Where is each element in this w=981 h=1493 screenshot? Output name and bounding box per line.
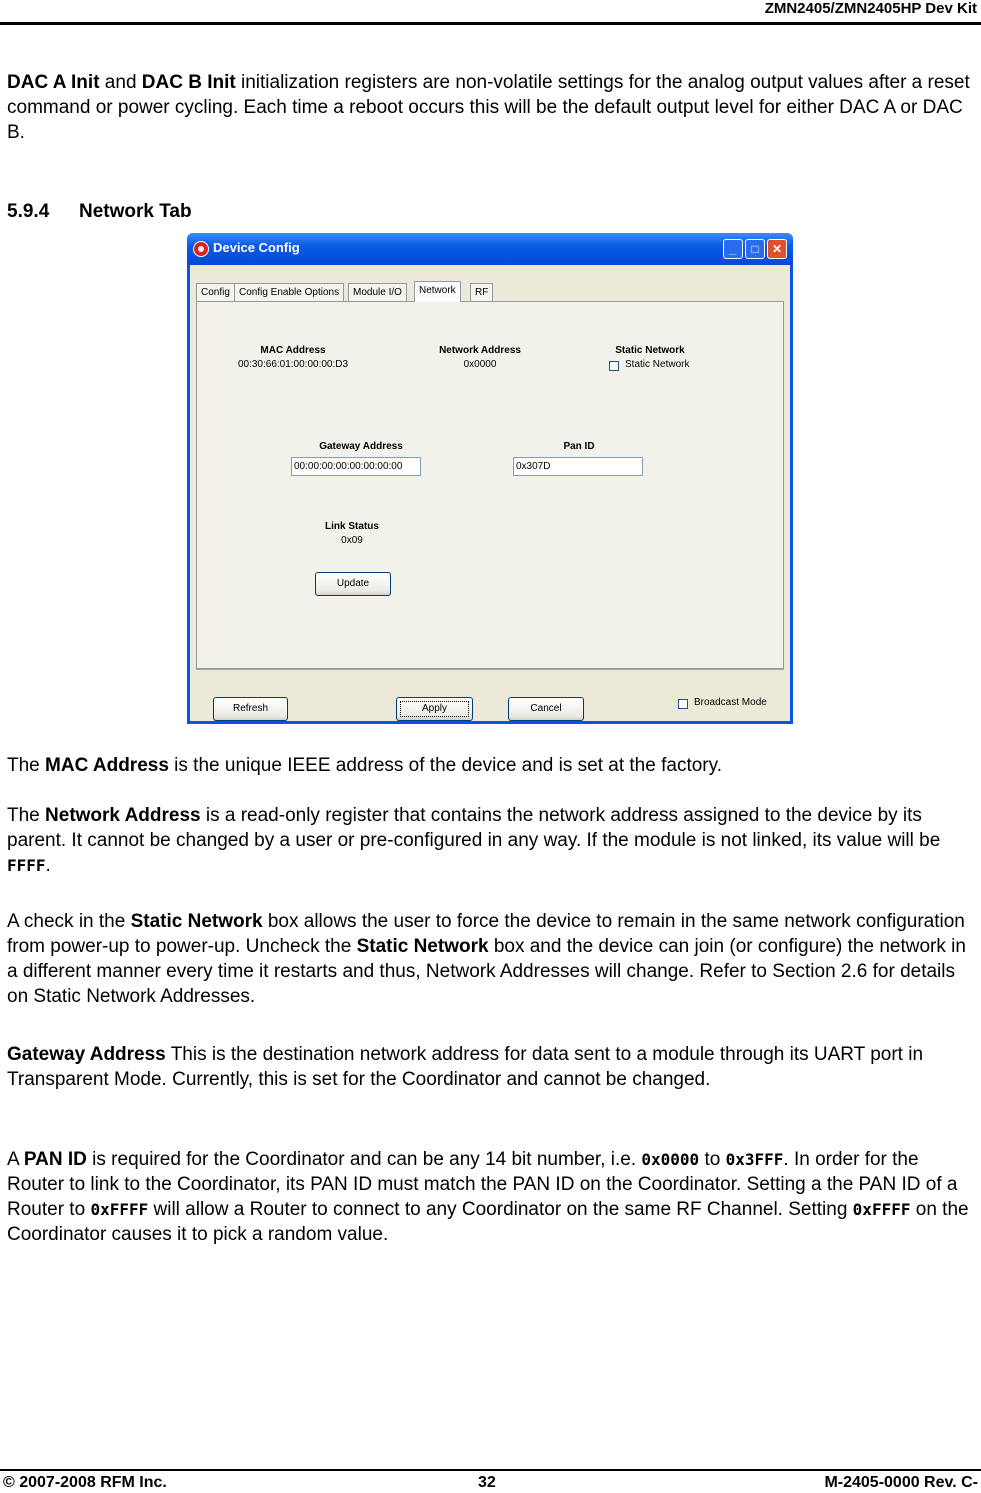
intro-text: initialization registers are non-volatile settings for the analog output values after a reset command or power cycling. Each time a reboot occurs this will be the default output level for either DAC A or DAC B. bbox=[7, 72, 970, 143]
header-title: ZMN2405/ZMN2405HP Dev Kit bbox=[764, 0, 977, 17]
dialog-title: Device Config bbox=[213, 240, 300, 255]
pan-id-term: PAN ID bbox=[23, 1149, 87, 1170]
tab-network[interactable]: Network bbox=[414, 281, 461, 302]
cancel-button[interactable]: Cancel bbox=[508, 697, 584, 721]
pan-text-1: is required for the Coordinator and can be any 14 bit number, i.e. bbox=[86, 1149, 642, 1170]
footer-doc-id: M-2405-0000 Rev. C- bbox=[824, 1474, 978, 1491]
tab-rf[interactable]: RF bbox=[470, 283, 493, 301]
section-heading bbox=[7, 201, 192, 223]
page-header bbox=[0, 0, 981, 26]
code-0xffff: 0xFFFF bbox=[90, 1200, 149, 1219]
maximize-button[interactable]: □ bbox=[745, 239, 765, 259]
dialog-titlebar[interactable] bbox=[187, 233, 793, 265]
static-network-term: Static Network bbox=[130, 911, 263, 932]
close-button[interactable]: ✕ bbox=[767, 239, 787, 259]
link-status-value: 0x09 bbox=[341, 535, 363, 546]
text-a: A check in the bbox=[7, 911, 131, 932]
footer-separator bbox=[196, 669, 784, 670]
intro-and: and bbox=[99, 72, 142, 93]
link-status-label: Link Status bbox=[325, 521, 379, 532]
dialog-client bbox=[190, 265, 790, 721]
footer-rule bbox=[0, 1469, 981, 1471]
tab-config-enable-options[interactable]: Config Enable Options bbox=[234, 283, 344, 301]
gateway-paragraph bbox=[7, 1042, 975, 1092]
code-0x3fff: 0x3FFF bbox=[725, 1150, 784, 1169]
gateway-address-label: Gateway Address bbox=[319, 441, 403, 452]
text-the: The bbox=[7, 755, 46, 776]
pan-text-2: . In order for the Router to link to the Coordinator, its PAN ID must match the PAN ID on the Coordinator. Setting a the PAN ID of a Router to bbox=[7, 1149, 958, 1220]
pan-text-4: on the Coordinator causes it to pick a random value. bbox=[7, 1199, 969, 1245]
dac-a-term: DAC A Init bbox=[7, 72, 100, 93]
network-address-paragraph bbox=[7, 803, 975, 878]
refresh-button[interactable]: Refresh bbox=[213, 697, 288, 721]
text-the: The bbox=[7, 805, 46, 826]
text-end: . bbox=[45, 855, 51, 876]
pan-id-label: Pan ID bbox=[563, 441, 595, 452]
code-0x0000: 0x0000 bbox=[641, 1150, 700, 1169]
gateway-address-input[interactable]: 00:00:00:00:00:00:00:00 bbox=[291, 457, 421, 476]
mac-paragraph bbox=[7, 753, 975, 778]
device-config-dialog bbox=[187, 233, 793, 724]
apply-button[interactable]: Apply bbox=[396, 697, 473, 721]
update-button[interactable]: Update bbox=[315, 572, 391, 596]
mac-address-label: MAC Address bbox=[260, 345, 326, 356]
static-network-label: Static Network bbox=[615, 345, 685, 356]
tab-config[interactable]: Config bbox=[196, 283, 235, 301]
broadcast-mode-label: Broadcast Mode bbox=[694, 697, 767, 708]
minimize-button[interactable]: _ bbox=[723, 239, 743, 259]
network-panel bbox=[196, 301, 784, 669]
static-text: box allows the user to force the device to remain in the same network configuration from power-up to power-up. Uncheck the bbox=[7, 911, 965, 957]
dac-b-term: DAC B Init bbox=[141, 72, 236, 93]
mac-text: is the unique IEEE address of the device and is set at the factory. bbox=[168, 755, 722, 776]
code-0xffff-2: 0xFFFF bbox=[852, 1200, 911, 1219]
network-address-term: Network Address bbox=[45, 805, 201, 826]
header-rule bbox=[0, 22, 981, 25]
network-address-value: 0x0000 bbox=[463, 359, 497, 370]
static-text-end: box and the device can join (or configure) the network in a different manner every time it restarts and thus, Network Addresses will change. Refer to Section 2.6 for details on Static Network Addresses. bbox=[7, 936, 966, 1007]
static-network-checkbox-label: Static Network bbox=[625, 359, 690, 370]
network-address-label: Network Address bbox=[439, 345, 521, 356]
section-number: 5.9.4 bbox=[7, 201, 50, 222]
footer-copyright: © 2007-2008 RFM Inc. bbox=[3, 1474, 167, 1491]
intro-paragraph bbox=[7, 70, 975, 145]
gateway-text: This is the destination network address for data sent to a module through its UART port in Transparent Mode. Currently, this is set for the Coordinator and cannot be changed. bbox=[7, 1044, 924, 1090]
footer-page-number: 32 bbox=[478, 1474, 496, 1491]
code-ffff: FFFF bbox=[7, 856, 46, 875]
pan-id-input[interactable]: 0x307D bbox=[513, 457, 643, 476]
text-a: A bbox=[7, 1149, 24, 1170]
text-to: to bbox=[699, 1149, 726, 1170]
broadcast-mode-checkbox[interactable] bbox=[678, 699, 688, 709]
section-title: Network Tab bbox=[79, 201, 192, 222]
network-text: is a read-only register that contains the network address assigned to the device by its parent. It cannot be changed by a user or pre-configured in any way. If the module is not linked, its value will be bbox=[7, 805, 941, 851]
static-network-checkbox[interactable] bbox=[609, 361, 619, 371]
app-logo-icon bbox=[193, 241, 209, 257]
pan-text-3: will allow a Router to connect to any Coordinator on the same RF Channel. Setting bbox=[148, 1199, 853, 1220]
pan-id-paragraph bbox=[7, 1147, 975, 1247]
mac-address-value: 00:30:66:01:00:00:00:D3 bbox=[237, 359, 349, 370]
mac-address-term: MAC Address bbox=[45, 755, 169, 776]
static-network-paragraph bbox=[7, 909, 975, 1009]
tab-module-io[interactable]: Module I/O bbox=[348, 283, 407, 301]
static-network-term-2: Static Network bbox=[356, 936, 489, 957]
gateway-address-term: Gateway Address bbox=[7, 1044, 166, 1065]
